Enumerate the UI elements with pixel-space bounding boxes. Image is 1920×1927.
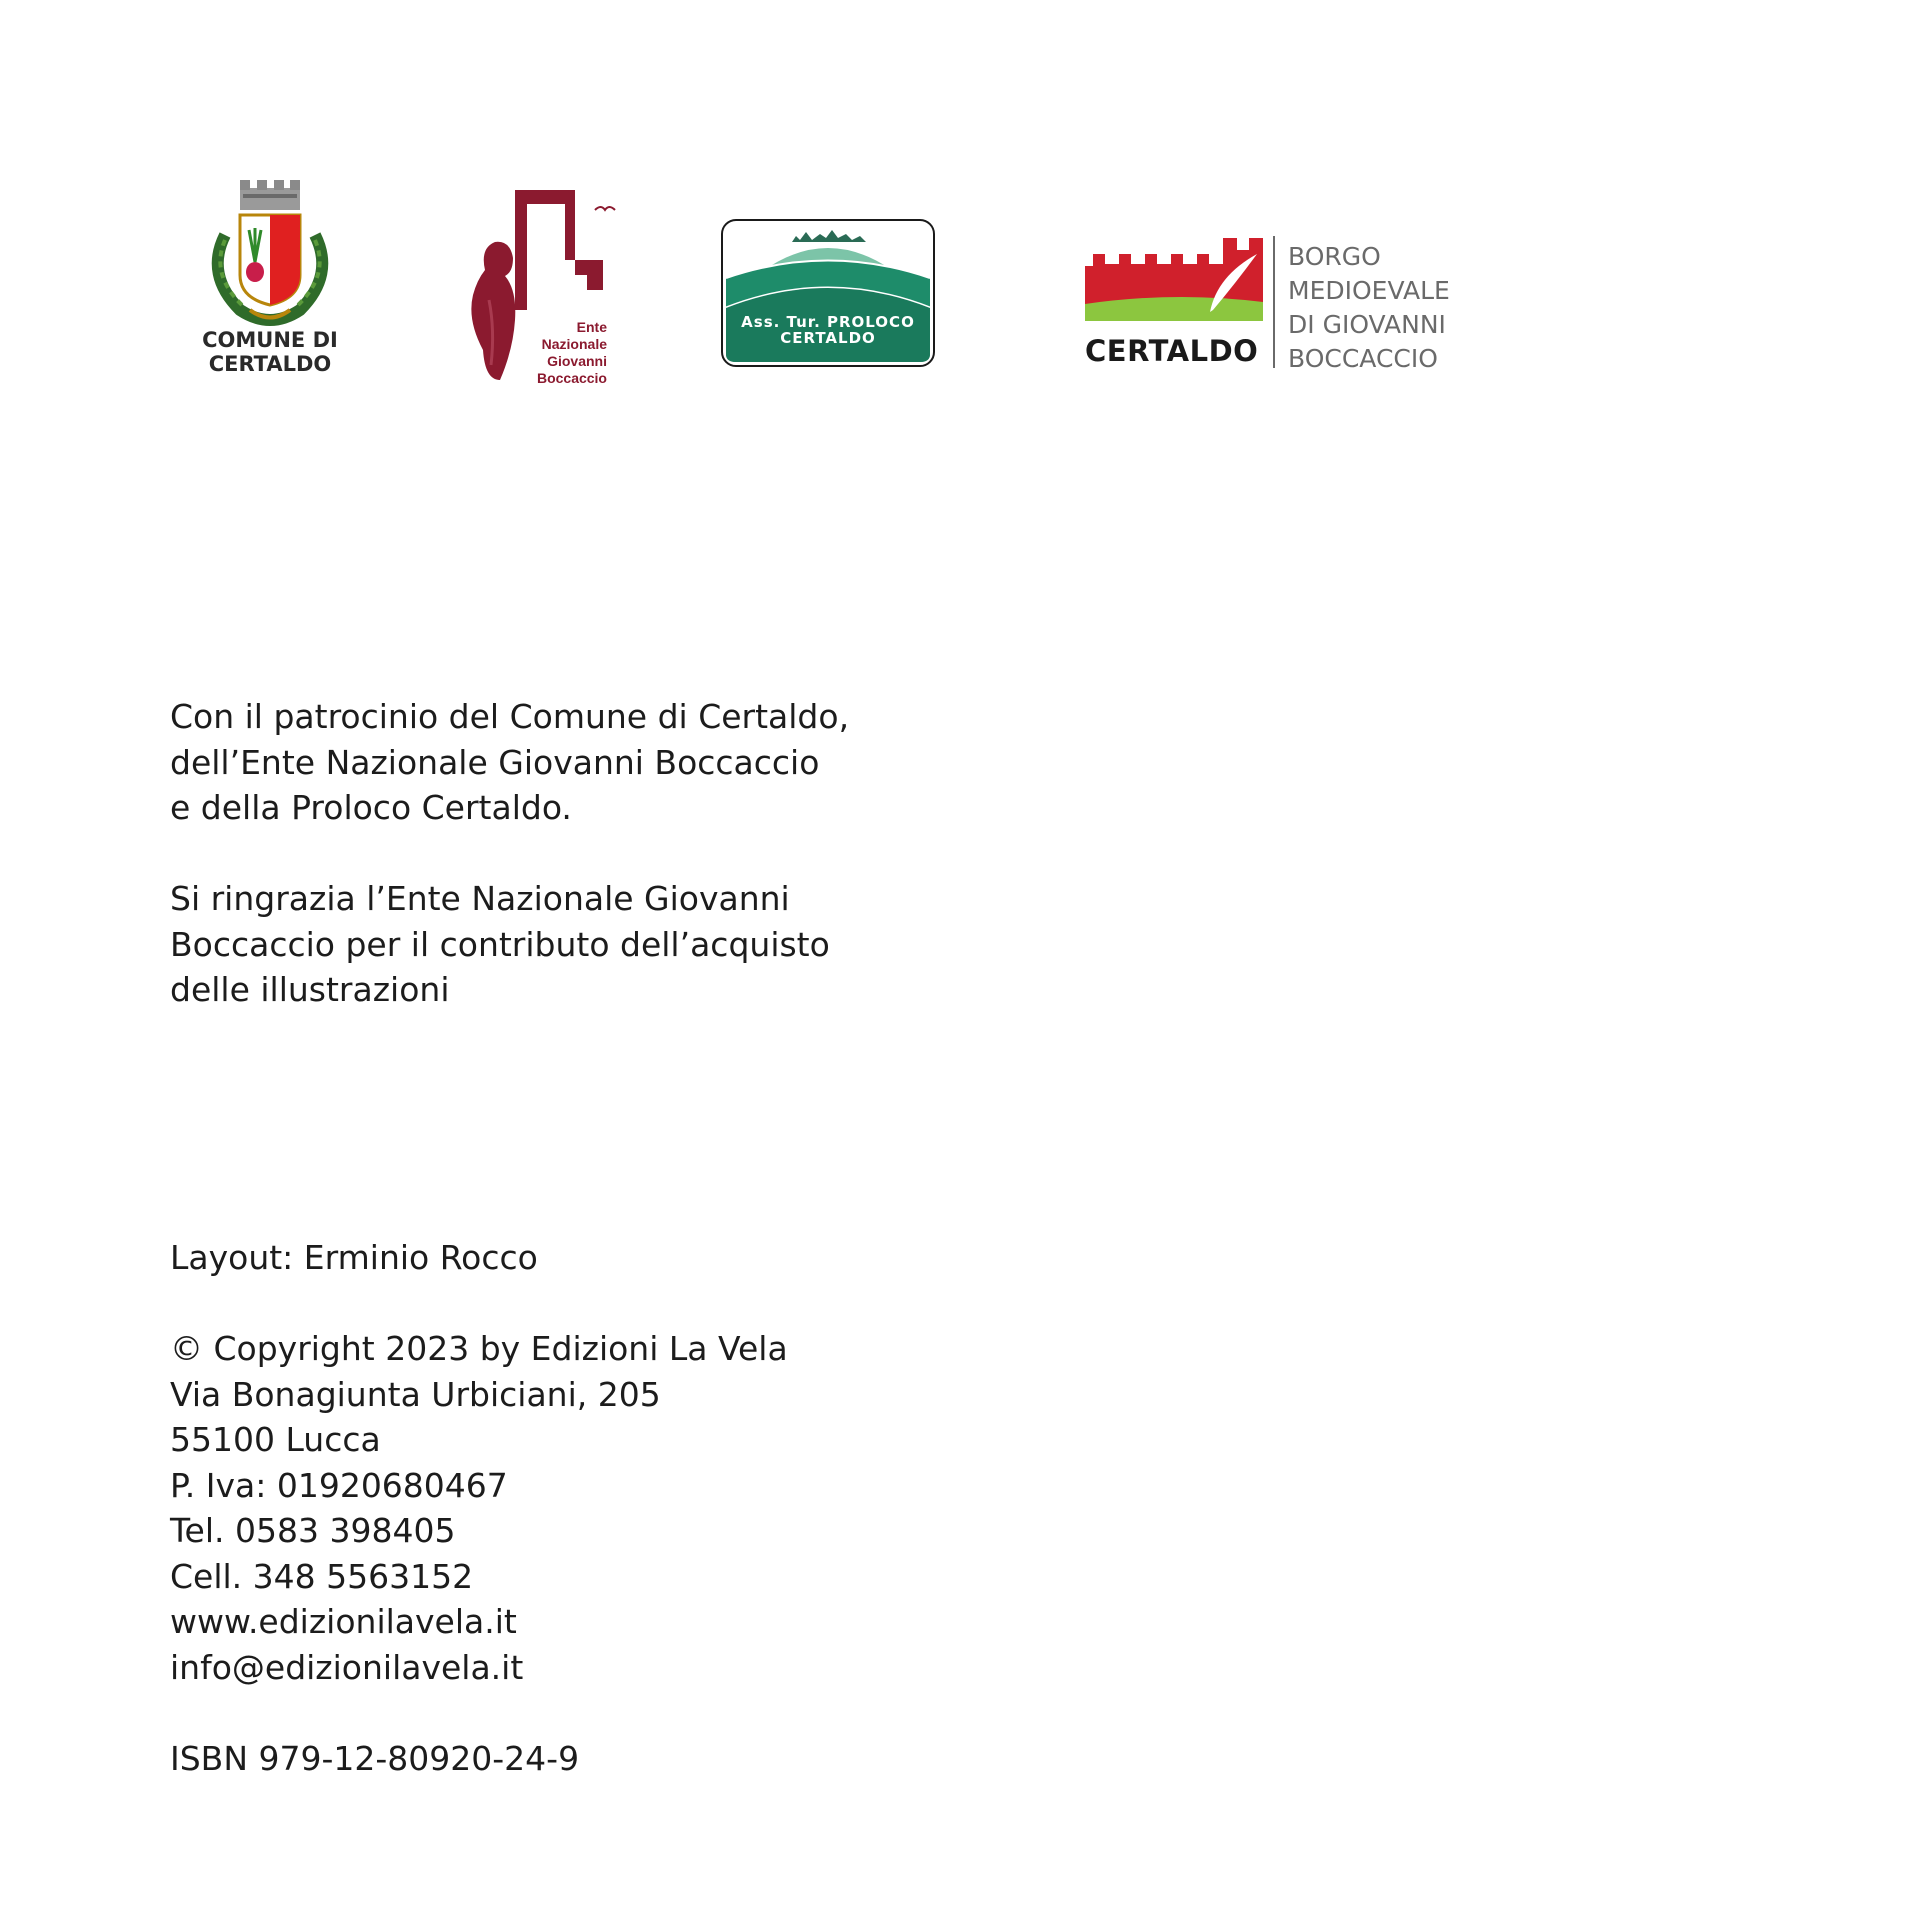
vat-line: P. Iva: 01920680467 xyxy=(170,1465,508,1505)
city-line: 55100 Lucca xyxy=(170,1420,381,1459)
comune-di-certaldo-logo xyxy=(195,180,345,380)
layout-credit-text: Layout: Erminio Rocco xyxy=(170,1238,538,1277)
website-link[interactable]: www.edizionilavela.it xyxy=(170,1602,517,1641)
logo-divider xyxy=(1273,236,1275,368)
patronage-line: e della Proloco Certaldo. xyxy=(170,788,572,827)
layout-credit xyxy=(170,1235,538,1281)
logo-row xyxy=(0,0,1920,420)
coat-of-arms-icon xyxy=(195,180,345,330)
ente-logo-text: Ente Nazionale Giovanni Boccaccio xyxy=(536,319,607,386)
address-line: Via Bonagiunta Urbiciani, 205 xyxy=(170,1374,661,1414)
thanks-line: delle illustrazioni xyxy=(170,970,450,1009)
phone-line: Tel. 0583 398405 xyxy=(170,1511,456,1550)
ente-nazionale-boccaccio-logo xyxy=(455,180,625,390)
patronage-line: Con il patrocinio del Comune di Certaldo, xyxy=(170,697,850,736)
certaldo-tagline: BORGO MEDIOEVALE DI GIOVANNI BOCCACCIO xyxy=(1288,242,1450,373)
email-link[interactable]: info@edizionilavela.it xyxy=(170,1647,524,1687)
thanks-line: Boccaccio per il contributo dell’acquisto xyxy=(170,924,830,964)
patronage-line: dell’Ente Nazionale Giovanni Boccaccio xyxy=(170,742,820,782)
isbn-text: ISBN 979-12-80920-24-9 xyxy=(170,1739,580,1778)
isbn xyxy=(170,1736,579,1782)
certaldo-borgo-logo xyxy=(1085,236,1485,376)
proloco-logo-text: Ass. Tur. PROLOCO CERTALDO xyxy=(741,313,915,347)
patronage-paragraph xyxy=(170,694,849,831)
mobile-line: Cell. 348 5563152 xyxy=(170,1556,474,1596)
castle-wall-quill-icon xyxy=(1085,236,1265,332)
certaldo-brand-name: CERTALDO xyxy=(1085,334,1259,368)
proloco-certaldo-logo xyxy=(720,218,936,368)
thanks-paragraph xyxy=(170,876,830,1013)
copyright-line: © Copyright 2023 by Edizioni La Vela xyxy=(170,1329,788,1368)
publisher-info xyxy=(170,1326,788,1690)
thanks-line: Si ringrazia l’Ente Nazionale Giovanni xyxy=(170,879,790,918)
comune-logo-text: COMUNE DI CERTALDO xyxy=(202,328,338,376)
